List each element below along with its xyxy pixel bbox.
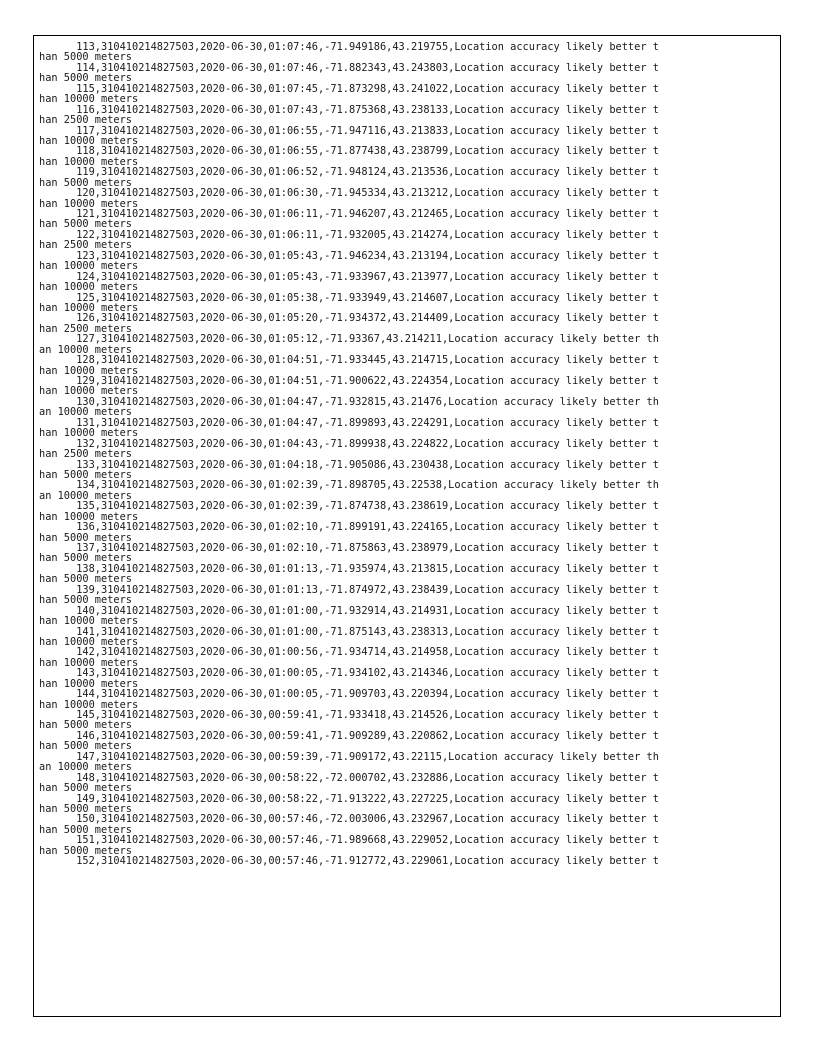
record-row bbox=[39, 480, 779, 501]
record-line-continuation: han 5000 meters bbox=[39, 574, 132, 585]
record-line-continuation: han 10000 meters bbox=[39, 198, 139, 209]
record-line: 120,310410214827503,2020-06-30,01:06:30,-71.945334,43.213212,Location accuracy likely better t bbox=[39, 188, 659, 199]
record-line-continuation: han 10000 meters bbox=[39, 511, 139, 523]
record-line: 146,310410214827503,2020-06-30,00:59:41,-71.909289,43.220862,Location accuracy likely better t bbox=[39, 730, 659, 742]
record-row bbox=[39, 543, 779, 564]
record-line: 140,310410214827503,2020-06-30,01:01:00,-71.932914,43.214931,Location accuracy likely better t bbox=[39, 605, 659, 617]
record-row bbox=[39, 710, 779, 731]
record-line: 143,310410214827503,2020-06-30,01:00:05,-71.934102,43.214346,Location accuracy likely better t bbox=[39, 668, 659, 679]
record-line-continuation: an 10000 meters bbox=[39, 762, 132, 773]
record-row bbox=[39, 794, 779, 815]
record-line: 128,310410214827503,2020-06-30,01:04:51,-71.933445,43.214715,Location accuracy likely better t bbox=[39, 355, 659, 366]
record-line-continuation: han 10000 meters bbox=[39, 302, 139, 314]
record-line: 145,310410214827503,2020-06-30,00:59:41,-71.933418,43.214526,Location accuracy likely better t bbox=[39, 710, 659, 721]
record-line-continuation: han 5000 meters bbox=[39, 824, 132, 836]
record-line: 126,310410214827503,2020-06-30,01:05:20,-71.934372,43.214409,Location accuracy likely better t bbox=[39, 313, 659, 324]
record-line-continuation: han 5000 meters bbox=[39, 595, 132, 606]
record-row bbox=[39, 376, 779, 397]
record-line-continuation: han 2500 meters bbox=[39, 115, 132, 126]
record-line: 152,310410214827503,2020-06-30,00:57:46,-71.912772,43.229061,Location accuracy likely better t bbox=[39, 856, 659, 867]
record-line-continuation: han 10000 meters bbox=[39, 699, 139, 710]
record-line-continuation: han 2500 meters bbox=[39, 323, 132, 335]
record-line-continuation: han 5000 meters bbox=[39, 469, 132, 481]
record-line: 132,310410214827503,2020-06-30,01:04:43,-71.899938,43.224822,Location accuracy likely better t bbox=[39, 438, 659, 450]
record-line: 115,310410214827503,2020-06-30,01:07:45,-71.873298,43.241022,Location accuracy likely better t bbox=[39, 83, 659, 95]
record-line: 137,310410214827503,2020-06-30,01:02:10,-71.875863,43.238979,Location accuracy likely better t bbox=[39, 543, 659, 554]
record-row bbox=[39, 439, 779, 460]
record-line: 136,310410214827503,2020-06-30,01:02:10,-71.899191,43.224165,Location accuracy likely better t bbox=[39, 522, 659, 533]
record-row bbox=[39, 752, 779, 773]
record-line-continuation: han 5000 meters bbox=[39, 741, 132, 752]
record-line-continuation: han 5000 meters bbox=[39, 845, 132, 857]
record-row bbox=[39, 606, 779, 627]
record-line: 142,310410214827503,2020-06-30,01:00:56,-71.934714,43.214958,Location accuracy likely better t bbox=[39, 647, 659, 658]
record-line: 113,310410214827503,2020-06-30,01:07:46,-71.949186,43.219755,Location accuracy likely better t bbox=[39, 42, 659, 53]
record-line: 151,310410214827503,2020-06-30,00:57:46,-71.989668,43.229052,Location accuracy likely better t bbox=[39, 835, 659, 846]
record-line: 150,310410214827503,2020-06-30,00:57:46,-72.003006,43.232967,Location accuracy likely better t bbox=[39, 814, 659, 825]
record-row bbox=[39, 188, 779, 209]
record-row bbox=[39, 856, 779, 866]
record-row bbox=[39, 460, 779, 481]
record-row bbox=[39, 230, 779, 251]
record-row bbox=[39, 647, 779, 668]
record-line-continuation: han 10000 meters bbox=[39, 386, 139, 397]
record-line-continuation: han 10000 meters bbox=[39, 94, 139, 105]
record-line: 149,310410214827503,2020-06-30,00:58:22,-71.913222,43.227225,Location accuracy likely better t bbox=[39, 793, 659, 804]
record-line: 122,310410214827503,2020-06-30,01:06:11,-71.932005,43.214274,Location accuracy likely better t bbox=[39, 229, 659, 241]
record-line: 144,310410214827503,2020-06-30,01:00:05,-71.909703,43.220394,Location accuracy likely better t bbox=[39, 689, 659, 700]
record-row bbox=[39, 689, 779, 710]
record-line-continuation: han 2500 meters bbox=[39, 240, 132, 251]
record-line-continuation: an 10000 meters bbox=[39, 407, 132, 418]
record-line: 116,310410214827503,2020-06-30,01:07:43,-71.875368,43.238133,Location accuracy likely better t bbox=[39, 104, 659, 116]
record-row bbox=[39, 146, 779, 167]
record-line: 119,310410214827503,2020-06-30,01:06:52,-71.948124,43.213536,Location accuracy likely better t bbox=[39, 167, 659, 178]
record-line: 131,310410214827503,2020-06-30,01:04:47,-71.899893,43.224291,Location accuracy likely better t bbox=[39, 417, 659, 429]
record-line-continuation: han 5000 meters bbox=[39, 803, 132, 815]
record-row bbox=[39, 773, 779, 794]
document-frame bbox=[33, 35, 781, 1017]
record-line-continuation: han 5000 meters bbox=[39, 219, 132, 230]
record-row bbox=[39, 167, 779, 188]
record-row bbox=[39, 126, 779, 147]
record-line: 141,310410214827503,2020-06-30,01:01:00,-71.875143,43.238313,Location accuracy likely better t bbox=[39, 626, 659, 637]
record-line: 133,310410214827503,2020-06-30,01:04:18,-71.905086,43.230438,Location accuracy likely better t bbox=[39, 459, 659, 470]
record-line: 125,310410214827503,2020-06-30,01:05:38,-71.933949,43.214607,Location accuracy likely better t bbox=[39, 292, 659, 303]
record-line: 117,310410214827503,2020-06-30,01:06:55,-71.947116,43.213833,Location accuracy likely better t bbox=[39, 125, 659, 136]
record-line-continuation: an 10000 meters bbox=[39, 490, 132, 502]
record-line-continuation: han 5000 meters bbox=[39, 553, 132, 564]
record-line: 127,310410214827503,2020-06-30,01:05:12,-71.93367,43.214211,Location accuracy likely better th bbox=[39, 334, 659, 345]
record-row bbox=[39, 209, 779, 230]
record-line: 130,310410214827503,2020-06-30,01:04:47,-71.932815,43.21476,Location accuracy likely better th bbox=[39, 396, 659, 408]
record-line: 138,310410214827503,2020-06-30,01:01:13,-71.935974,43.213815,Location accuracy likely better t bbox=[39, 563, 659, 575]
record-line-continuation: han 5000 meters bbox=[39, 73, 132, 84]
record-line-continuation: han 10000 meters bbox=[39, 678, 139, 690]
record-line: 118,310410214827503,2020-06-30,01:06:55,-71.877438,43.238799,Location accuracy likely better t bbox=[39, 146, 659, 157]
record-row bbox=[39, 814, 779, 835]
record-row bbox=[39, 585, 779, 606]
record-row bbox=[39, 564, 779, 585]
record-row bbox=[39, 251, 779, 272]
record-line-continuation: han 10000 meters bbox=[39, 135, 139, 147]
record-line-continuation: han 5000 meters bbox=[39, 177, 132, 189]
record-line-continuation: han 10000 meters bbox=[39, 156, 139, 168]
record-row bbox=[39, 731, 779, 752]
record-row bbox=[39, 397, 779, 418]
record-line-continuation: han 10000 meters bbox=[39, 282, 139, 293]
record-line: 134,310410214827503,2020-06-30,01:02:39,-71.898705,43.22538,Location accuracy likely better th bbox=[39, 480, 659, 491]
record-list bbox=[39, 42, 779, 867]
record-line-continuation: han 5000 meters bbox=[39, 532, 132, 543]
record-line: 121,310410214827503,2020-06-30,01:06:11,-71.946207,43.212465,Location accuracy likely better t bbox=[39, 209, 659, 220]
record-line-continuation: han 10000 meters bbox=[39, 261, 139, 272]
record-row bbox=[39, 42, 779, 63]
record-line: 147,310410214827503,2020-06-30,00:59:39,-71.909172,43.22115,Location accuracy likely better th bbox=[39, 751, 659, 763]
record-row bbox=[39, 355, 779, 376]
record-row bbox=[39, 272, 779, 293]
record-row bbox=[39, 501, 779, 522]
record-row bbox=[39, 522, 779, 543]
record-line-continuation: an 10000 meters bbox=[39, 344, 132, 356]
record-row bbox=[39, 293, 779, 314]
record-line-continuation: han 10000 meters bbox=[39, 657, 139, 669]
record-line-continuation: han 5000 meters bbox=[39, 52, 132, 63]
record-line: 129,310410214827503,2020-06-30,01:04:51,-71.900622,43.224354,Location accuracy likely better t bbox=[39, 376, 659, 387]
record-row bbox=[39, 668, 779, 689]
record-row bbox=[39, 835, 779, 856]
record-row bbox=[39, 418, 779, 439]
record-row bbox=[39, 84, 779, 105]
record-line: 139,310410214827503,2020-06-30,01:01:13,-71.874972,43.238439,Location accuracy likely better t bbox=[39, 584, 659, 596]
record-row bbox=[39, 627, 779, 648]
record-line-continuation: han 10000 meters bbox=[39, 365, 139, 376]
record-line: 123,310410214827503,2020-06-30,01:05:43,-71.946234,43.213194,Location accuracy likely better t bbox=[39, 250, 659, 262]
record-line: 148,310410214827503,2020-06-30,00:58:22,-72.000702,43.232886,Location accuracy likely better t bbox=[39, 772, 659, 784]
record-line-continuation: han 5000 meters bbox=[39, 720, 132, 731]
record-line: 135,310410214827503,2020-06-30,01:02:39,-71.874738,43.238619,Location accuracy likely better t bbox=[39, 501, 659, 512]
record-row bbox=[39, 63, 779, 84]
record-row bbox=[39, 105, 779, 126]
record-line-continuation: han 5000 meters bbox=[39, 783, 132, 794]
record-line-continuation: han 10000 meters bbox=[39, 428, 139, 439]
record-line-continuation: han 10000 meters bbox=[39, 616, 139, 627]
record-line: 114,310410214827503,2020-06-30,01:07:46,-71.882343,43.243803,Location accuracy likely better t bbox=[39, 62, 659, 74]
record-line-continuation: han 2500 meters bbox=[39, 449, 132, 460]
record-row bbox=[39, 334, 779, 355]
record-line-continuation: han 10000 meters bbox=[39, 636, 139, 648]
record-row bbox=[39, 313, 779, 334]
record-line: 124,310410214827503,2020-06-30,01:05:43,-71.933967,43.213977,Location accuracy likely better t bbox=[39, 271, 659, 283]
